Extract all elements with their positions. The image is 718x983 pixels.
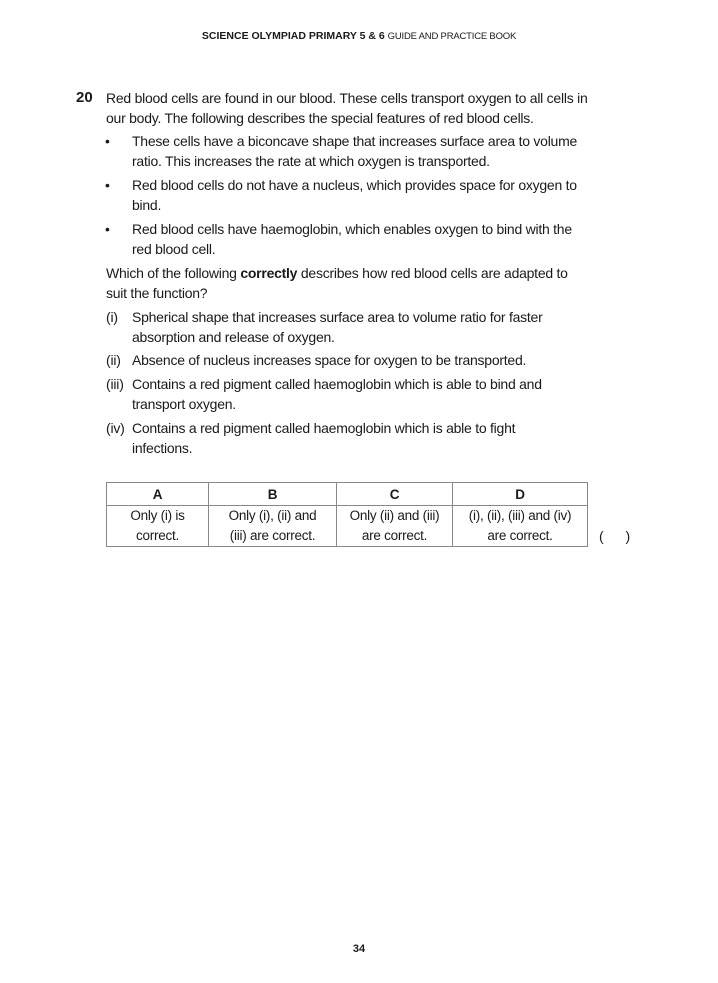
statement-text: infections. — [132, 440, 193, 456]
statement-text: transport oxygen. — [132, 396, 236, 412]
option-letter-c[interactable]: C — [337, 483, 453, 506]
option-text: Only (i), (ii) and — [228, 508, 317, 523]
statement-text: absorption and release of oxygen. — [132, 329, 335, 345]
statement-label: (iii) — [106, 376, 124, 392]
option-c[interactable] — [337, 506, 453, 547]
bullet-icon: • — [105, 133, 110, 149]
option-letter-d[interactable]: D — [453, 483, 588, 506]
running-header — [0, 30, 718, 42]
statement-label: (ii) — [106, 352, 121, 368]
bullet-text: ratio. This increases the rate at which oxygen is transported. — [132, 153, 490, 169]
bullet-icon: • — [105, 177, 110, 193]
statement-text: Absence of nucleus increases space for oxygen to be transported. — [132, 352, 527, 368]
bullet-text: These cells have a biconcave shape that increases surface area to volume — [132, 133, 578, 149]
option-letter-b[interactable]: B — [209, 483, 337, 506]
statement-text: Spherical shape that increases surface area to volume ratio for faster — [132, 309, 543, 325]
option-b[interactable] — [209, 506, 337, 547]
intro-line: Red blood cells are found in our blood. These cells transport oxygen to all cells in — [106, 90, 588, 106]
bullet-text: Red blood cells do not have a nucleus, which provides space for oxygen to — [132, 177, 577, 193]
statement-label: (iv) — [106, 420, 125, 436]
option-text: are correct. — [487, 528, 553, 543]
option-d[interactable] — [453, 506, 588, 547]
prompt-text: Which of the following — [106, 265, 241, 281]
option-text: (i), (ii), (iii) and (iv) — [468, 508, 572, 523]
header-subtitle: GUIDE AND PRACTICE BOOK — [387, 31, 517, 42]
option-text: (iii) are correct. — [229, 528, 316, 543]
bullet-text: red blood cell. — [132, 241, 216, 257]
intro-line: our body. The following describes the special features of red blood cells. — [106, 110, 534, 126]
option-text: are correct. — [361, 528, 428, 543]
bullet-text: bind. — [132, 197, 162, 213]
bullet-icon: • — [105, 221, 110, 237]
option-text: Only (i) is — [130, 508, 185, 523]
option-text: correct. — [135, 528, 179, 543]
options-table — [106, 482, 588, 547]
prompt-line2: suit the function? — [106, 285, 208, 301]
option-text: Only (ii) and (iii) — [349, 508, 440, 523]
prompt-text: describes how red blood cells are adapted to — [297, 265, 568, 281]
question-number: 20 — [76, 89, 93, 106]
answer-box[interactable]: ( ) — [599, 528, 631, 544]
prompt-emphasis: correctly — [240, 265, 298, 281]
statement-text: Contains a red pigment called haemoglobin which is able to bind and — [132, 376, 542, 392]
page-number: 34 — [352, 943, 366, 955]
statement-label: (i) — [106, 309, 118, 325]
option-a[interactable] — [107, 506, 209, 547]
bullet-text: Red blood cells have haemoglobin, which enables oxygen to bind with the — [132, 221, 572, 237]
header-title: SCIENCE OLYMPIAD PRIMARY 5 & 6 — [201, 30, 385, 42]
option-letter-a[interactable]: A — [107, 483, 209, 506]
statement-text: Contains a red pigment called haemoglobin which is able to fight — [132, 420, 516, 436]
prompt — [106, 263, 568, 283]
